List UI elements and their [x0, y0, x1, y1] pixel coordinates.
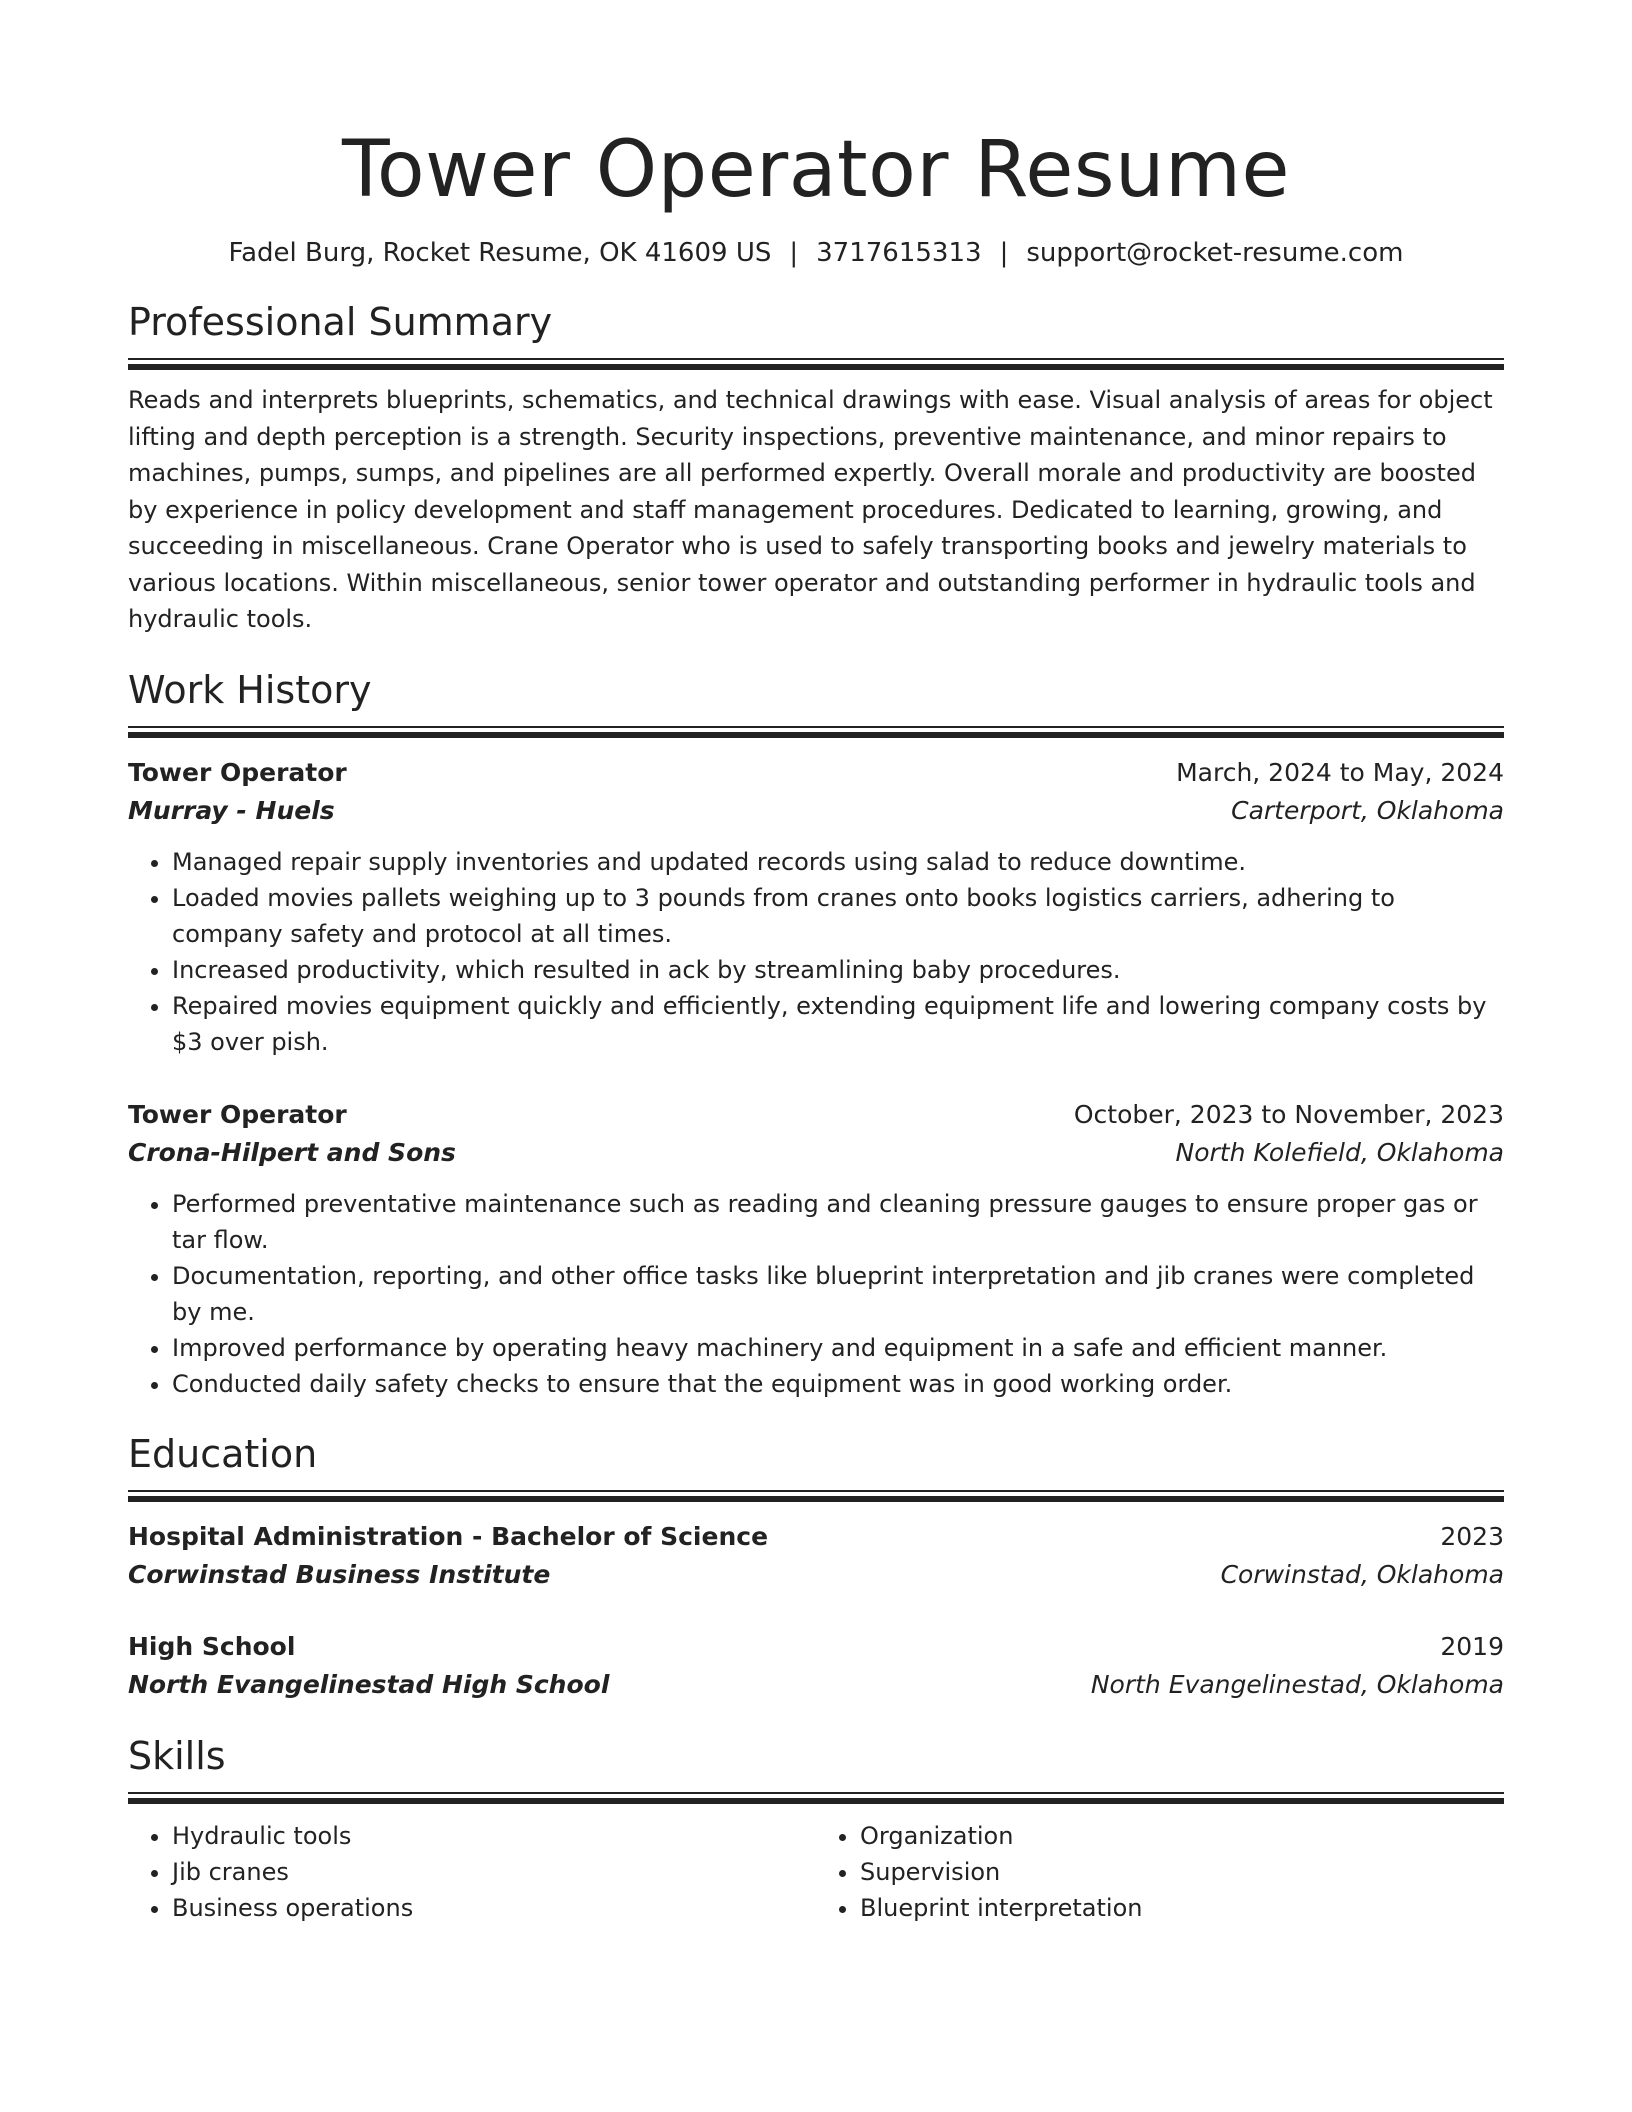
job-title: Tower Operator: [128, 757, 347, 787]
job-company: Crona-Hilpert and Sons: [128, 1137, 456, 1167]
education-year: 2023: [1440, 1521, 1504, 1551]
summary-section: [128, 298, 1504, 638]
job-dates: March, 2024 to May, 2024: [1176, 757, 1504, 787]
job-dates: October, 2023 to November, 2023: [1073, 1099, 1504, 1129]
skills-column-right: [816, 1818, 1504, 1926]
skills-list: [128, 1818, 1504, 1926]
list-item: • Repaired movies equipment quickly and efficiently, extending equipment life and lowering company costs by $3 over pish.: [172, 988, 1504, 1060]
contact-address: Fadel Burg, Rocket Resume, OK 41609 US: [228, 238, 772, 268]
skills-section: [128, 1732, 1504, 1926]
section-heading: Work History: [128, 667, 372, 712]
list-item: • Managed repair supply inventories and updated records using salad to reduce downtime.: [172, 844, 1504, 880]
contact-separator: |: [789, 238, 799, 268]
section-heading: Skills: [128, 1733, 226, 1778]
contact-separator: |: [999, 238, 1009, 268]
job-company: Murray - Huels: [128, 795, 335, 825]
skill-item: • Organization: [860, 1818, 1504, 1854]
job-location: North Kolefield, Oklahoma: [1175, 1137, 1504, 1167]
section-heading: Education: [128, 1431, 318, 1476]
job-entry: [128, 1096, 1504, 1402]
education-location: Corwinstad, Oklahoma: [1220, 1559, 1504, 1589]
education-degree: Hospital Administration - Bachelor of Science: [128, 1521, 769, 1551]
education-location: North Evangelinestad, Oklahoma: [1090, 1669, 1504, 1699]
section-divider: [128, 726, 1504, 738]
list-item: • Increased productivity, which resulted in ack by streamlining baby procedures.: [172, 952, 1504, 988]
education-entry: [128, 1518, 1504, 1594]
education-entry: [128, 1628, 1504, 1704]
section-divider: [128, 1792, 1504, 1804]
job-location: Carterport, Oklahoma: [1231, 795, 1504, 825]
contact-email: support@rocket-resume.com: [1026, 238, 1404, 268]
contact-line: [128, 236, 1504, 270]
list-item: • Performed preventative maintenance such as reading and cleaning pressure gauges to ensure proper gas or tar flow.: [172, 1186, 1504, 1258]
list-item: • Documentation, reporting, and other office tasks like blueprint interpretation and jib cranes were completed by me.: [172, 1258, 1504, 1330]
job-title: Tower Operator: [128, 1099, 347, 1129]
list-item: • Improved performance by operating heavy machinery and equipment in a safe and efficient manner.: [172, 1330, 1504, 1366]
skill-item: • Business operations: [172, 1890, 816, 1926]
list-item: • Conducted daily safety checks to ensure that the equipment was in good working order.: [172, 1366, 1504, 1402]
education-section: [128, 1430, 1504, 1704]
job-bullets: [128, 1186, 1504, 1402]
education-school: North Evangelinestad High School: [128, 1669, 610, 1699]
resume-title: Tower Operator Resume: [342, 125, 1290, 215]
job-bullets: [128, 844, 1504, 1060]
education-year: 2019: [1440, 1631, 1504, 1661]
skill-item: • Hydraulic tools: [172, 1818, 816, 1854]
section-heading: Professional Summary: [128, 300, 553, 344]
skills-column-left: [128, 1818, 816, 1926]
contact-phone: 3717615313: [816, 238, 982, 268]
education-degree: High School: [128, 1631, 296, 1661]
section-divider: [128, 1490, 1504, 1502]
job-entry: [128, 754, 1504, 1060]
skill-item: • Blueprint interpretation: [860, 1890, 1504, 1926]
education-school: Corwinstad Business Institute: [128, 1559, 551, 1589]
skill-item: • Jib cranes: [172, 1854, 816, 1890]
work-section: [128, 666, 1504, 1402]
summary-text: Reads and interprets blueprints, schematics, and technical drawings with ease. Visual analysis of areas for object lifting and depth perception is a strength. Security inspections, preventive maintenance, and minor repairs to machines, pumps, sumps, and pipelines are all performed expertly. Overall morale and productivity are boosted by experience in policy development and staff management procedures. Dedicated to learning, growing, and succeeding in miscellaneous. Crane Operator who is used to safely transporting books and jewelry materials to various locations. Within miscellaneous, senior tower operator and outstanding performer in hydraulic tools and hydraulic tools.: [128, 386, 1493, 633]
skill-item: • Supervision: [860, 1854, 1504, 1890]
list-item: • Loaded movies pallets weighing up to 3 pounds from cranes onto books logistics carriers, adhering to company safety and protocol at all times.: [172, 880, 1504, 952]
section-divider: [128, 358, 1504, 370]
